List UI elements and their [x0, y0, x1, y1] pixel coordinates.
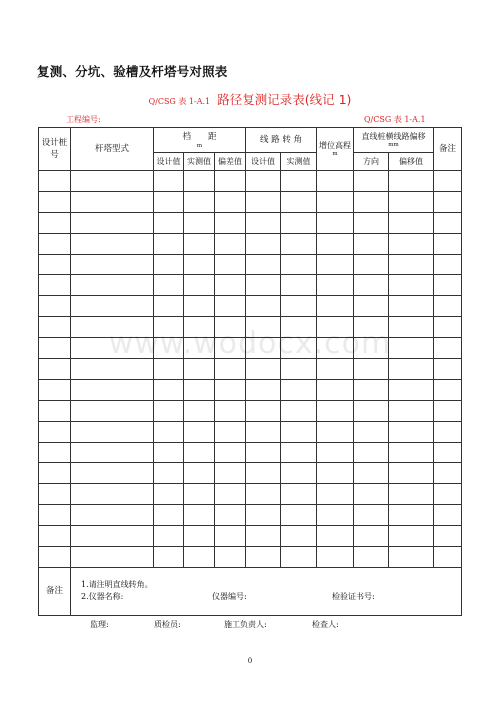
form-code-right: Q/CSG 表 1-A.1 — [364, 115, 426, 124]
table-cell — [39, 379, 71, 400]
table-row — [39, 463, 462, 484]
project-number-label: 工程编号: — [66, 115, 101, 124]
table-cell — [154, 442, 184, 463]
table-cell — [389, 484, 434, 505]
table-cell — [389, 296, 434, 317]
table-cell — [434, 191, 462, 212]
table-cell — [39, 484, 71, 505]
table-cell — [154, 191, 184, 212]
table-cell — [215, 338, 246, 359]
table-cell — [389, 379, 434, 400]
table-cell — [389, 505, 434, 526]
table-row — [39, 359, 462, 380]
table-cell — [215, 296, 246, 317]
table-cell — [154, 526, 184, 547]
table-cell — [71, 421, 154, 442]
table-cell — [317, 484, 354, 505]
table-cell — [281, 212, 317, 233]
header-elevation-label: 增位高程 — [319, 141, 352, 150]
table-cell — [317, 463, 354, 484]
signature-construction-lead: 施工负责人: — [224, 620, 267, 629]
notes-line-2 — [81, 591, 461, 603]
table-cell — [39, 421, 71, 442]
table-row — [39, 526, 462, 547]
table-cell — [215, 442, 246, 463]
table-cell — [246, 526, 281, 547]
signature-quality-inspector: 质检员: — [154, 620, 181, 629]
table-cell — [71, 171, 154, 192]
table-cell — [281, 359, 317, 380]
table-cell — [354, 191, 389, 212]
subheader-angle-design: 设计值 — [246, 153, 281, 171]
table-cell — [354, 484, 389, 505]
table-cell — [354, 317, 389, 338]
table-cell — [71, 317, 154, 338]
table-cell — [184, 442, 215, 463]
table-cell — [434, 317, 462, 338]
table-cell — [434, 463, 462, 484]
table-cell — [281, 379, 317, 400]
table-cell — [389, 191, 434, 212]
table-cell — [281, 421, 317, 442]
table-cell — [71, 191, 154, 212]
certificate-number-label: 检验证书号: — [332, 592, 375, 602]
form-code: Q/CSG 表 1-A.1 — [148, 97, 211, 106]
table-cell — [246, 338, 281, 359]
subheader-measured-value: 实测值 — [184, 153, 215, 171]
table-cell — [354, 547, 389, 568]
survey-record-table — [38, 127, 462, 616]
table-cell — [39, 359, 71, 380]
table-cell — [434, 338, 462, 359]
header-line-angle: 线 路 转 角 — [246, 128, 317, 153]
table-cell — [389, 254, 434, 275]
table-cell — [215, 233, 246, 254]
table-cell — [434, 526, 462, 547]
table-cell — [246, 275, 281, 296]
table-cell — [215, 317, 246, 338]
table-cell — [317, 338, 354, 359]
table-cell — [354, 463, 389, 484]
header-elevation-unit: m — [332, 151, 338, 157]
table-cell — [71, 379, 154, 400]
table-cell — [389, 463, 434, 484]
table-cell — [317, 400, 354, 421]
table-cell — [389, 317, 434, 338]
table-cell — [39, 526, 71, 547]
table-cell — [215, 191, 246, 212]
table-cell — [215, 379, 246, 400]
table-cell — [434, 212, 462, 233]
table-cell — [281, 317, 317, 338]
subheader-offset-value: 偏移值 — [389, 153, 434, 171]
table-cell — [154, 296, 184, 317]
table-row — [39, 421, 462, 442]
table-cell — [354, 505, 389, 526]
table-cell — [354, 212, 389, 233]
table-cell — [434, 254, 462, 275]
table-cell — [184, 317, 215, 338]
table-row — [39, 379, 462, 400]
table-cell — [434, 275, 462, 296]
table-cell — [246, 171, 281, 192]
table-cell — [154, 421, 184, 442]
table-cell — [434, 547, 462, 568]
table-cell — [39, 212, 71, 233]
header-span-label: 档 距 — [182, 131, 217, 142]
table-cell — [246, 359, 281, 380]
table-row — [39, 212, 462, 233]
table-cell — [215, 484, 246, 505]
table-cell — [246, 463, 281, 484]
table-cell — [281, 233, 317, 254]
table-cell — [354, 379, 389, 400]
table-cell — [71, 400, 154, 421]
table-cell — [71, 254, 154, 275]
table-cell — [354, 400, 389, 421]
table-cell — [317, 421, 354, 442]
header-elevation — [317, 128, 354, 171]
table-cell — [71, 442, 154, 463]
subheader-design-value: 设计值 — [154, 153, 184, 171]
table-row — [39, 233, 462, 254]
table-cell — [246, 233, 281, 254]
table-cell — [184, 171, 215, 192]
header-offset-unit: mm — [388, 142, 399, 148]
table-row — [39, 171, 462, 192]
subheader-angle-measured: 实测值 — [281, 153, 317, 171]
table-cell — [71, 463, 154, 484]
table-cell — [281, 254, 317, 275]
table-cell — [154, 171, 184, 192]
instrument-name-label: 2.仪器名称: — [81, 592, 124, 602]
table-cell — [154, 463, 184, 484]
table-cell — [154, 547, 184, 568]
table-row — [39, 338, 462, 359]
table-cell — [317, 442, 354, 463]
table-cell — [39, 547, 71, 568]
table-cell — [246, 547, 281, 568]
table-cell — [354, 421, 389, 442]
table-cell — [184, 379, 215, 400]
table-row — [39, 484, 462, 505]
table-cell — [39, 463, 71, 484]
table-cell — [184, 400, 215, 421]
table-cell — [154, 254, 184, 275]
table-cell — [184, 212, 215, 233]
table-cell — [317, 191, 354, 212]
table-cell — [281, 171, 317, 192]
table-cell — [281, 442, 317, 463]
table-cell — [184, 526, 215, 547]
table-cell — [39, 338, 71, 359]
table-cell — [246, 379, 281, 400]
table-cell — [246, 400, 281, 421]
table-cell — [317, 254, 354, 275]
table-cell — [354, 359, 389, 380]
table-cell — [389, 275, 434, 296]
table-cell — [39, 296, 71, 317]
table-cell — [354, 275, 389, 296]
table-cell — [317, 505, 354, 526]
table-cell — [354, 338, 389, 359]
table-cell — [317, 171, 354, 192]
table-cell — [281, 505, 317, 526]
table-cell — [389, 547, 434, 568]
table-cell — [389, 400, 434, 421]
table-cell — [215, 421, 246, 442]
table-cell — [154, 338, 184, 359]
table-cell — [184, 484, 215, 505]
table-cell — [71, 505, 154, 526]
table-cell — [154, 505, 184, 526]
table-cell — [39, 191, 71, 212]
page-title: 复测、分坑、验槽及杆塔号对照表 — [37, 64, 228, 79]
notes-cell — [71, 567, 462, 615]
table-cell — [39, 233, 71, 254]
table-cell — [154, 379, 184, 400]
table-cell — [354, 171, 389, 192]
table-row — [39, 275, 462, 296]
table-row — [39, 505, 462, 526]
header-design-pile: 设计桩号 — [39, 128, 71, 171]
notes-label: 备注 — [39, 567, 71, 615]
table-cell — [281, 463, 317, 484]
table-cell — [317, 359, 354, 380]
table-cell — [389, 212, 434, 233]
table-cell — [71, 547, 154, 568]
table-cell — [246, 442, 281, 463]
table-body — [39, 171, 462, 568]
table-cell — [434, 484, 462, 505]
table-row — [39, 254, 462, 275]
table-cell — [215, 171, 246, 192]
header-remarks: 备注 — [434, 128, 462, 171]
table-cell — [71, 233, 154, 254]
table-cell — [434, 379, 462, 400]
table-cell — [215, 547, 246, 568]
notes-line-1: 1.请注明直线转角。 — [81, 580, 153, 590]
table-cell — [154, 233, 184, 254]
table-cell — [246, 254, 281, 275]
signature-supervisor: 监理: — [90, 620, 109, 629]
table-cell — [184, 191, 215, 212]
table-cell — [215, 212, 246, 233]
header-tower-type: 杆塔型式 — [71, 128, 154, 171]
table-cell — [39, 275, 71, 296]
form-name: 路径复测记录表(线记 1) — [217, 92, 352, 107]
table-cell — [317, 547, 354, 568]
table-cell — [39, 254, 71, 275]
table-cell — [39, 171, 71, 192]
table-cell — [389, 421, 434, 442]
table-cell — [389, 233, 434, 254]
table-cell — [354, 296, 389, 317]
table-cell — [389, 526, 434, 547]
table-row — [39, 317, 462, 338]
signature-inspector: 检查人: — [312, 620, 339, 629]
table-cell — [317, 275, 354, 296]
table-cell — [184, 547, 215, 568]
table-cell — [246, 296, 281, 317]
table-cell — [246, 212, 281, 233]
table-cell — [184, 359, 215, 380]
table-cell — [39, 505, 71, 526]
table-cell — [434, 505, 462, 526]
table-cell — [354, 526, 389, 547]
table-cell — [246, 505, 281, 526]
table-cell — [184, 505, 215, 526]
table-cell — [246, 421, 281, 442]
table-cell — [317, 233, 354, 254]
table-cell — [434, 421, 462, 442]
table-cell — [71, 484, 154, 505]
table-cell — [389, 171, 434, 192]
table-cell — [71, 275, 154, 296]
table-row — [39, 296, 462, 317]
table-cell — [154, 275, 184, 296]
table-cell — [154, 212, 184, 233]
table-cell — [184, 296, 215, 317]
table-cell — [354, 254, 389, 275]
table-cell — [281, 484, 317, 505]
table-cell — [389, 359, 434, 380]
table-cell — [317, 296, 354, 317]
table-row — [39, 400, 462, 421]
table-cell — [434, 400, 462, 421]
table-cell — [71, 338, 154, 359]
table-cell — [154, 317, 184, 338]
table-cell — [215, 400, 246, 421]
table-cell — [215, 463, 246, 484]
table-cell — [154, 359, 184, 380]
table-cell — [215, 359, 246, 380]
table-cell — [281, 526, 317, 547]
subheader-direction: 方向 — [354, 153, 389, 171]
subheader-deviation-value: 偏差值 — [215, 153, 246, 171]
table-cell — [246, 317, 281, 338]
header-offset-label: 直线桩横线路偏移 — [361, 132, 426, 141]
table-cell — [215, 254, 246, 275]
page-number: 0 — [247, 657, 253, 665]
table-cell — [184, 275, 215, 296]
table-cell — [184, 233, 215, 254]
table-cell — [71, 296, 154, 317]
table-cell — [71, 212, 154, 233]
table-cell — [434, 296, 462, 317]
table-cell — [354, 442, 389, 463]
signature-row — [90, 619, 339, 630]
table-cell — [71, 526, 154, 547]
table-cell — [281, 547, 317, 568]
table-cell — [317, 317, 354, 338]
instrument-number-label: 仪器编号: — [212, 592, 247, 602]
table-cell — [434, 442, 462, 463]
table-cell — [184, 421, 215, 442]
header-span — [154, 128, 246, 153]
table-cell — [184, 254, 215, 275]
table-cell — [317, 212, 354, 233]
table-cell — [354, 233, 389, 254]
form-title — [0, 89, 500, 108]
table-cell — [317, 526, 354, 547]
table-cell — [184, 463, 215, 484]
table-cell — [281, 400, 317, 421]
table-cell — [389, 338, 434, 359]
header-offset — [354, 128, 434, 153]
watermark: www.wodocx.com — [108, 326, 392, 361]
table-cell — [246, 191, 281, 212]
table-cell — [389, 442, 434, 463]
table-cell — [317, 379, 354, 400]
table-cell — [154, 484, 184, 505]
table-cell — [281, 338, 317, 359]
table-cell — [39, 442, 71, 463]
table-cell — [39, 400, 71, 421]
table-row — [39, 547, 462, 568]
table-cell — [434, 359, 462, 380]
table-cell — [184, 338, 215, 359]
table-cell — [39, 317, 71, 338]
table-cell — [281, 191, 317, 212]
table-cell — [71, 359, 154, 380]
table-cell — [215, 505, 246, 526]
table-cell — [281, 296, 317, 317]
table-cell — [246, 484, 281, 505]
header-span-unit: m — [196, 142, 203, 149]
table-cell — [215, 526, 246, 547]
table-cell — [215, 275, 246, 296]
table-cell — [434, 171, 462, 192]
table-cell — [281, 275, 317, 296]
table-cell — [154, 400, 184, 421]
table-row — [39, 191, 462, 212]
table-cell — [434, 233, 462, 254]
table-row — [39, 442, 462, 463]
